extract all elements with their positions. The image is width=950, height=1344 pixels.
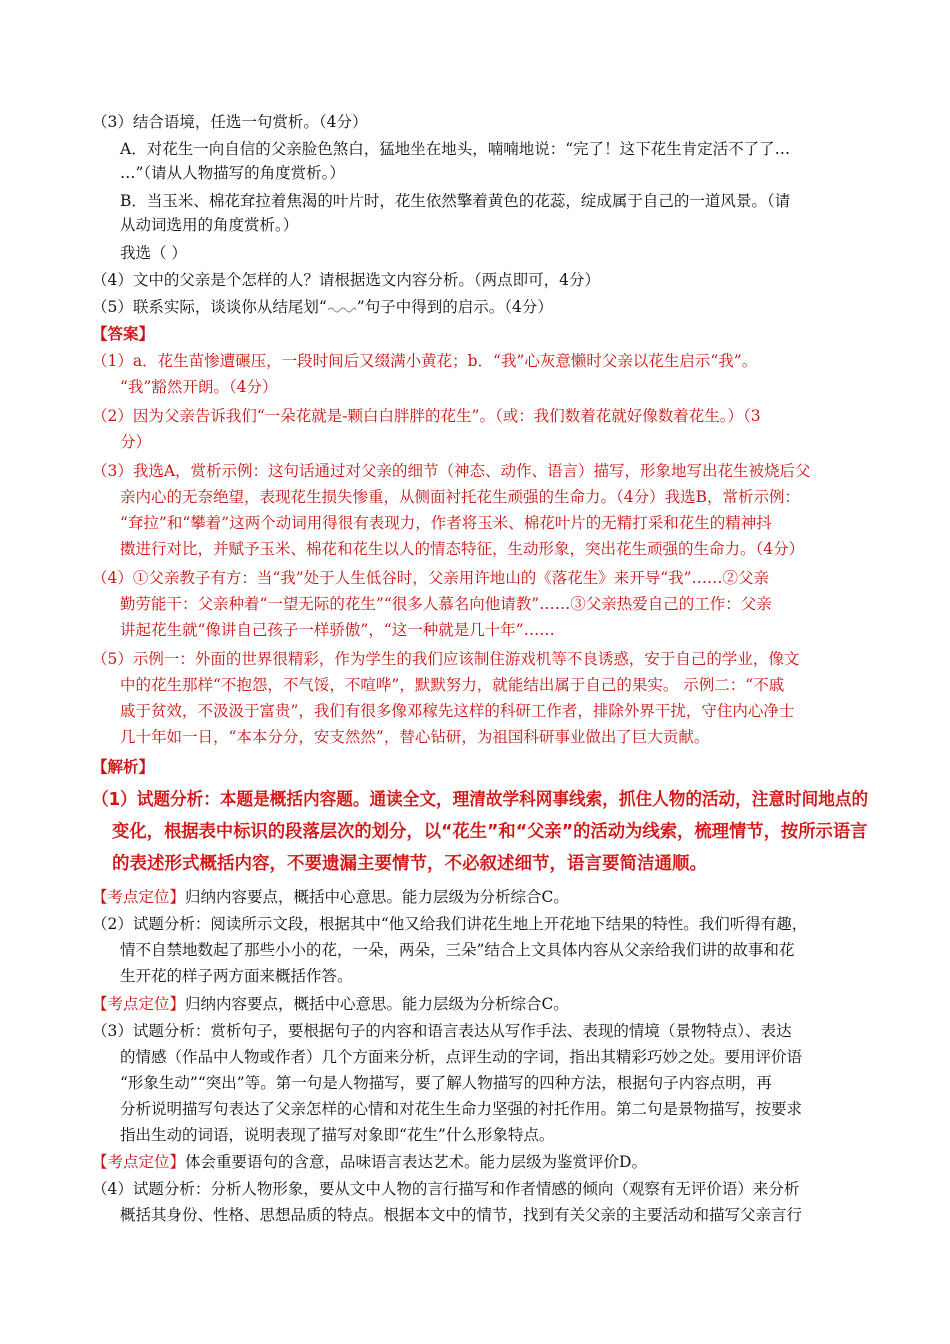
question-3: （3）结合语境，任选一句赏析。（4分）: [92, 113, 368, 131]
wavy-underline-mark: [327, 304, 357, 314]
question-3-option-b-line2: 从动词选用的角度赏析。）: [120, 216, 299, 234]
answer-5-line2: 中的花生那样“不抱怨，不气馁，不喧哗”，默默努力，就能结出属于自己的果实。 示例二：“不戚: [120, 676, 785, 694]
keypoint-3: [92, 1150, 647, 1174]
keypoint-tag: 【考点定位】: [92, 1153, 186, 1171]
analysis-1-line3: 的表述形式概括内容，不要遗漏主要情节，不必叙述细节，语言要简洁通顺。: [112, 854, 707, 874]
question-4: （4）文中的父亲是个怎样的人？请根据选文内容分析。（两点即可，4分）: [92, 271, 600, 289]
analysis-3-line5: 指出生动的词语，说明表现了描写对象即“花生”什么形象特点。: [120, 1126, 555, 1144]
analysis-1-line2: 变化，根据表中标识的段落层次的划分，以“花生”和“父亲”的活动为线索，梳理情节，按所示语言: [112, 822, 868, 842]
answer-5-line3: 戚于贫效，不汲汲于富贵”，我们有很多像邓稼先这样的科研工作者，排除外界干扰，守住内心净士: [120, 702, 795, 720]
question-5-suffix: ”句子中得到的启示。（4分）: [356, 298, 553, 316]
analysis-4-line2: 概括其身份、性格、思想品质的特点。根据本文中的情节，找到有关父亲的主要活动和描写父亲言行: [120, 1206, 803, 1224]
analysis-2-line3: 生开花的样子两方面来概括作答。: [120, 967, 353, 985]
choose-blank: 我选（ ）: [120, 244, 187, 262]
question-3-option-a-line1: A．对花生一向自信的父亲脸色煞白，猛地坐在地头，喃喃地说：“完了！这下花生肯定活不了了…: [120, 140, 791, 158]
answer-4-line1: （4）①父亲教子有方：当“我”处于人生低谷时，父亲用许地山的《落花生》来开导“我”……②父亲: [92, 569, 770, 587]
answer-3-line2: 亲内心的无奈绝望，表现花生损失惨重，从侧面衬托花生顽强的生命力。（4分）我选B，常析示例：: [120, 488, 801, 506]
analysis-3-line3: “形象生动”“突出”等。第一句是人物描写，要了解人物描写的四种方法，根据句子内容点明，再: [120, 1074, 772, 1092]
analysis-2-line2: 情不自禁地数起了那些小小的花，一朵，两朵，三朵”结合上文具体内容从父亲给我们讲的故事和花: [120, 941, 795, 959]
analysis-4-line1: （4）试题分析：分析人物形象，要从文中人物的言行描写和作者情感的倾向（观察有无评价语）来分析: [92, 1180, 800, 1198]
question-5-prefix: （5）联系实际，谈谈你从结尾划“: [92, 298, 327, 316]
answer-2-line2: 分）: [120, 433, 152, 451]
question-3-option-b-line1: B．当玉米、棉花耷拉着焦渴的叶片时，花生依然擎着黄色的花蕊，绽成属于自己的一道风景。（请: [120, 192, 791, 210]
analysis-3-line2: 的情感（作品中人物或作者）几个方面来分析，点评生动的字词，指出其精彩巧妙之处。要用评价语: [120, 1048, 803, 1066]
answer-3-line1: （3）我选A，赏析示例：这句话通过对父亲的细节（神态、动作、语言）描写，形象地写出花生被烧后父: [92, 462, 811, 480]
keypoint-2: [92, 992, 569, 1016]
analysis-2-line1: （2）试题分析：阅读所示文段，根据其中“他又给我们讲花生地上开花地下结果的特性。我们听得有趣，: [92, 915, 808, 933]
answer-1-line2: “我”豁然开朗。（4分）: [120, 378, 278, 396]
answer-2-line1: （2）因为父亲告诉我们“一朵花就是-颗白白胖胖的花生”。（或：我们数着花就好像数着花生。）（3: [92, 407, 761, 425]
keypoint-tag: 【考点定位】: [92, 995, 186, 1013]
analysis-1-line1: （1）试题分析：本题是概括内容题。通读全文，理清故学科网事线索，抓住人物的活动，注意时间地点的: [92, 790, 869, 810]
analysis-3-line1: （3）试题分析：赏析句子，要根据句子的内容和语言表达从写作手法、表现的情境（景物特点）、表达: [92, 1022, 792, 1040]
answer-5-line1: （5）示例一：外面的世界很精彩，作为学生的我们应该制住游戏机等不良诱惑，安于自己的学业，像文: [92, 650, 800, 668]
answer-heading: 【答案】: [92, 324, 155, 343]
analysis-heading: 【解析】: [92, 757, 155, 776]
analysis-3-line4: 分析说明描写句表达了父亲怎样的心情和对花生生命力坚强的衬托作用。第二句是景物描写，按要求: [120, 1100, 803, 1118]
answer-1-line1: （1）a．花生苗惨遭碾压，一段时间后又缀满小黄花；b．“我”心灰意懒时父亲以花生启示“我”。: [92, 352, 758, 370]
answer-4-line3: 讲起花生就“像讲自己孩子一样骄傲”，“这一种就是几十年”……: [120, 621, 555, 639]
question-5: [92, 295, 553, 319]
answer-5-line4: 几十年如一日，“本本分分，安支然然”，替心钻研，为祖国科研事业做出了巨大贡献。: [120, 728, 710, 746]
keypoint-text: 归纳内容要点，概括中心意思。能力层级为分析综合C。: [185, 995, 569, 1013]
answer-3-line3: “耷拉”和“攀着”这两个动词用得很有表现力，作者将玉米、棉花叶片的无精打采和花生的精神抖: [120, 514, 772, 532]
keypoint-text: 体会重要语句的含意，品味语言表达艺术。能力层级为鉴赏评价D。: [185, 1153, 647, 1171]
keypoint-tag: 【考点定位】: [92, 888, 186, 906]
answer-3-line4: 擞进行对比，并赋予玉米、棉花和花生以人的情态特征，生动形象，突出花生顽强的生命力。（4分）: [120, 540, 805, 558]
keypoint-text: 归纳内容要点，概括中心意思。能力层级为分析综合C。: [185, 888, 569, 906]
answer-4-line2: 勤劳能干：父亲种着“一望无际的花生”“很多人慕名向他请教”……③父亲热爱自己的工作：父亲: [120, 595, 772, 613]
keypoint-1: [92, 885, 569, 909]
question-3-option-a-line2: …”（请从人物描写的角度赏析。）: [120, 164, 345, 182]
